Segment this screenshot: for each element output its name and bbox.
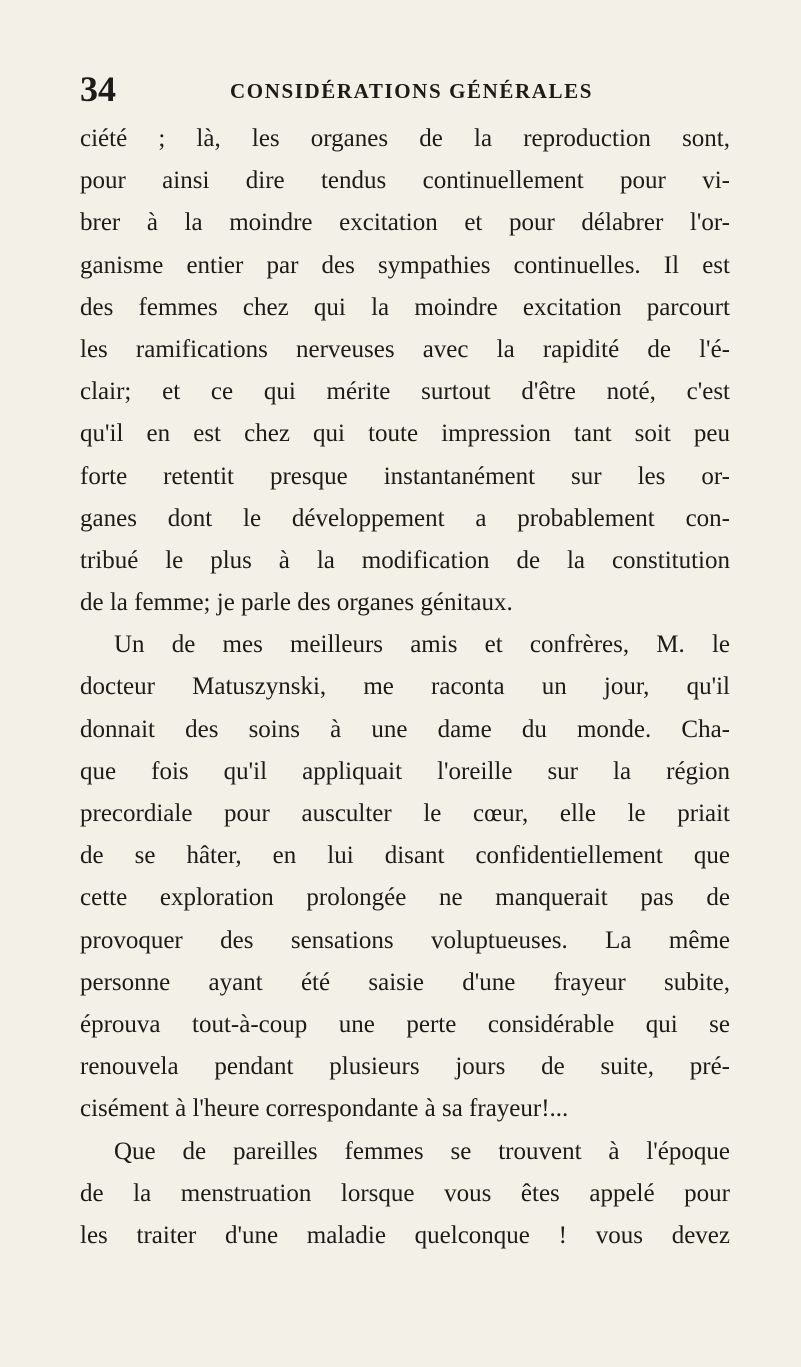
text-line: de la femme; je parle des organes génitaux. [80, 589, 513, 617]
text-line: donnait des soins à une dame du monde. Cha- [80, 715, 730, 743]
text-line: cisément à l'heure correspondante à sa frayeur!... [80, 1095, 569, 1123]
text-line: Un de mes meilleurs amis et confrères, M. le [114, 631, 730, 659]
text-line: de se hâter, en lui disant confidentiellement que [80, 842, 730, 870]
text-line: clair; et ce qui mérite surtout d'être noté, c'est [80, 378, 730, 406]
text-line: ganes dont le développement a probablement con- [80, 504, 730, 532]
text-line: precordiale pour ausculter le cœur, elle le priait [80, 800, 730, 827]
text-line: forte retentit presque instantanément sur les or- [80, 462, 730, 490]
text-line: cette exploration prolongée ne manquerait pas de [80, 884, 730, 912]
running-title: CONSIDÉRATIONS GÉNÉRALES [230, 79, 594, 103]
text-line: que fois qu'il appliquait l'oreille sur la région [80, 757, 730, 785]
text-line: les traiter d'une maladie quelconque ! vous devez [80, 1221, 730, 1249]
text-line: qu'il en est chez qui toute impression tant soit peu [80, 420, 730, 448]
body-text [80, 118, 730, 1257]
text-line: brer à la moindre excitation et pour délabrer l'or- [80, 209, 730, 237]
text-line: Que de pareilles femmes se trouvent à l'époque [114, 1137, 730, 1165]
text-line: de la menstruation lorsque vous êtes appelé pour [80, 1179, 730, 1207]
text-line: renouvela pendant plusieurs jours de suite, pré- [80, 1053, 730, 1081]
text-line: pour ainsi dire tendus continuellement pour vi- [80, 167, 730, 195]
page-header [80, 66, 720, 116]
text-line: tribué le plus à la modification de la constitution [80, 546, 730, 574]
text-line: ciété ; là, les organes de la reproduction sont, [80, 125, 730, 152]
text-line: éprouva tout-à-coup une perte considérable qui se [80, 1010, 730, 1038]
text-line: docteur Matuszynski, me raconta un jour, qu'il [80, 673, 730, 701]
text-line: les ramifications nerveuses avec la rapidité de l'é- [80, 335, 730, 363]
text-line: personne ayant été saisie d'une frayeur subite, [80, 968, 730, 996]
text-line: provoquer des sensations voluptueuses. La même [80, 926, 730, 954]
page-number: 34 [80, 69, 116, 109]
text-line: ganisme entier par des sympathies continuelles. Il est [80, 251, 730, 279]
text-line: des femmes chez qui la moindre excitation parcourt [80, 293, 730, 321]
